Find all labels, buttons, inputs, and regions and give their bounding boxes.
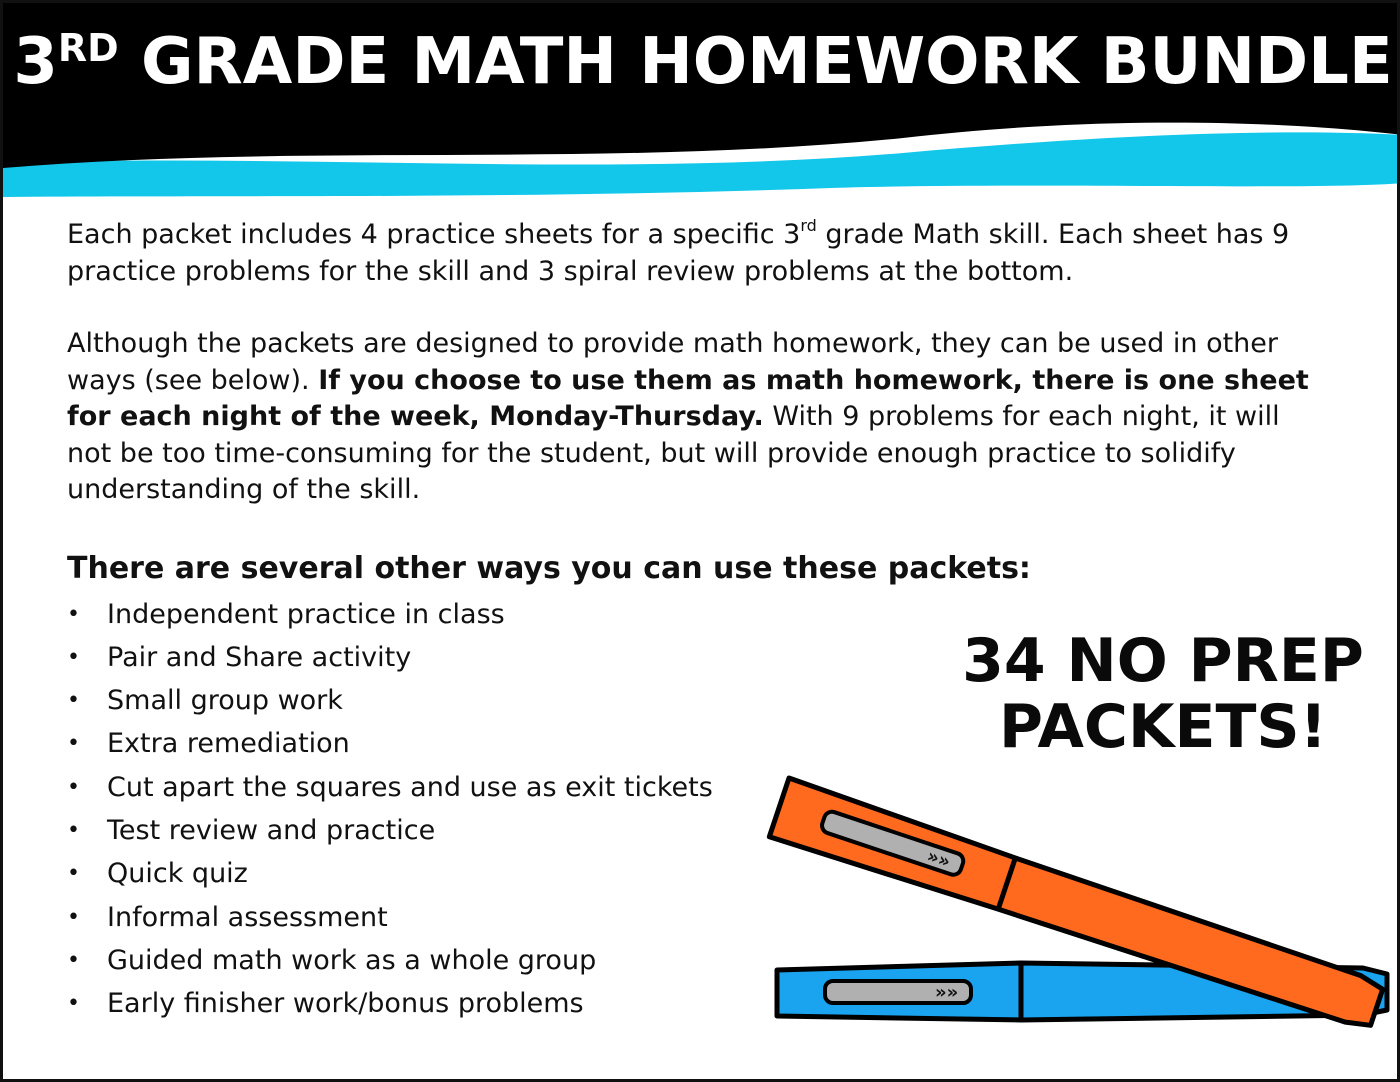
bullet: • [67,817,80,843]
list-item-text: Independent practice in class [107,598,505,630]
bullet: • [67,688,80,714]
bullet: • [67,601,80,627]
intro-p2-end: With 9 problems for each night, it will not be too time-consuming for the student, but will provide enough practice to solidify understanding of the skill. [67,401,1280,505]
list-item-text: Cut apart the squares and use as exit tickets [107,771,713,803]
intro-paragraph-2 [67,326,1327,509]
promo-callout [943,628,1383,760]
svg-text:»»: »» [924,845,953,873]
list-item-text: Guided math work as a whole group [107,944,597,976]
bullet: • [67,904,80,930]
list-item-text: Quick quiz [107,858,248,890]
list-item-text: Extra remediation [107,728,350,760]
list-item-text: Early finisher work/bonus problems [107,988,584,1020]
intro-p1-start: Each packet includes 4 practice sheets for a specific 3 [67,219,801,250]
page-title [3,17,1400,107]
bullet: • [67,644,80,670]
list-item-text: Test review and practice [107,814,436,846]
svg-text:»»: »» [935,982,959,1003]
title-text: GRADE MATH HOMEWORK BUNDLE [118,25,1393,99]
intro-p1-end: grade Math skill. Each sheet has 9 practice problems for the skill and 3 spiral review problems at the bottom. [67,219,1290,287]
intro-p2-start: Although the packets are designed to provide math homework, they can be used in other ways (see below). [67,328,1278,396]
bullet: • [67,731,80,757]
list-item-text: Small group work [107,685,343,717]
bullet: • [67,991,80,1017]
intro-paragraph-1 [67,217,1327,290]
list-item-text: Informal assessment [107,901,388,933]
title-grade-suffix: RD [57,26,119,70]
marker-pens-icon [763,758,1400,1038]
promo-line-1: 34 NO PREP [962,626,1364,696]
bullet: • [67,861,80,887]
intro-p2-bold: If you choose to use them as math homework, there is one sheet for each night of the week, Monday-Thursday. [67,364,1309,432]
bullet: • [67,774,80,800]
intro-p1-sup: rd [800,216,817,235]
title-grade-number: 3 [13,25,58,99]
bullet: • [67,947,80,973]
promo-line-2: PACKETS! [999,692,1327,762]
uses-heading: There are several other ways you can use these packets: [67,550,1031,586]
list-item-text: Pair and Share activity [107,641,412,673]
